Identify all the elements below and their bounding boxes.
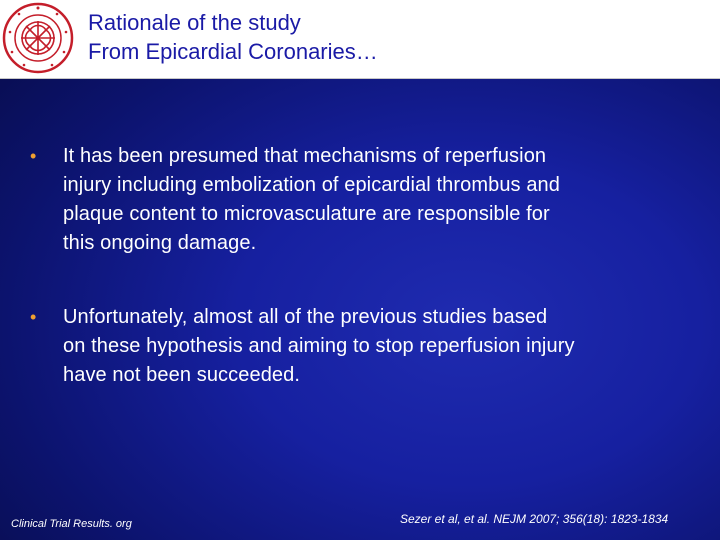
bullet-item-2 xyxy=(28,303,688,390)
bullet-2-line-3: have not been succeeded. xyxy=(63,364,301,386)
bullet-1-line-4: this ongoing damage. xyxy=(63,232,257,254)
footer-source-site: Clinical Trial Results. org xyxy=(11,518,132,530)
slide-header xyxy=(0,0,720,79)
bullet-2-line-1: Unfortunately, almost all of the previous studies based xyxy=(63,306,548,328)
bullet-1-line-1: It has been presumed that mechanisms of reperfusion xyxy=(63,145,547,167)
slide-title-line-2: From Epicardial Coronaries… xyxy=(88,39,378,64)
bullet-item-1 xyxy=(28,142,688,258)
slide-title xyxy=(88,8,378,66)
footer-citation: Sezer et al, et al. NEJM 2007; 356(18): 1823-1834 xyxy=(400,512,669,526)
bullet-2-line-2: on these hypothesis and aiming to stop reperfusion injury xyxy=(63,335,575,357)
bullet-1-line-2: injury including embolization of epicardial thrombus and xyxy=(63,174,560,196)
bullet-marker: • xyxy=(30,307,37,327)
slide-title-line-1: Rationale of the study xyxy=(88,10,301,35)
bullet-marker: • xyxy=(30,146,37,166)
bullet-list xyxy=(28,142,688,435)
bullet-1-line-3: plaque content to microvasculature are responsible for xyxy=(63,203,550,225)
university-seal-logo xyxy=(2,2,74,74)
